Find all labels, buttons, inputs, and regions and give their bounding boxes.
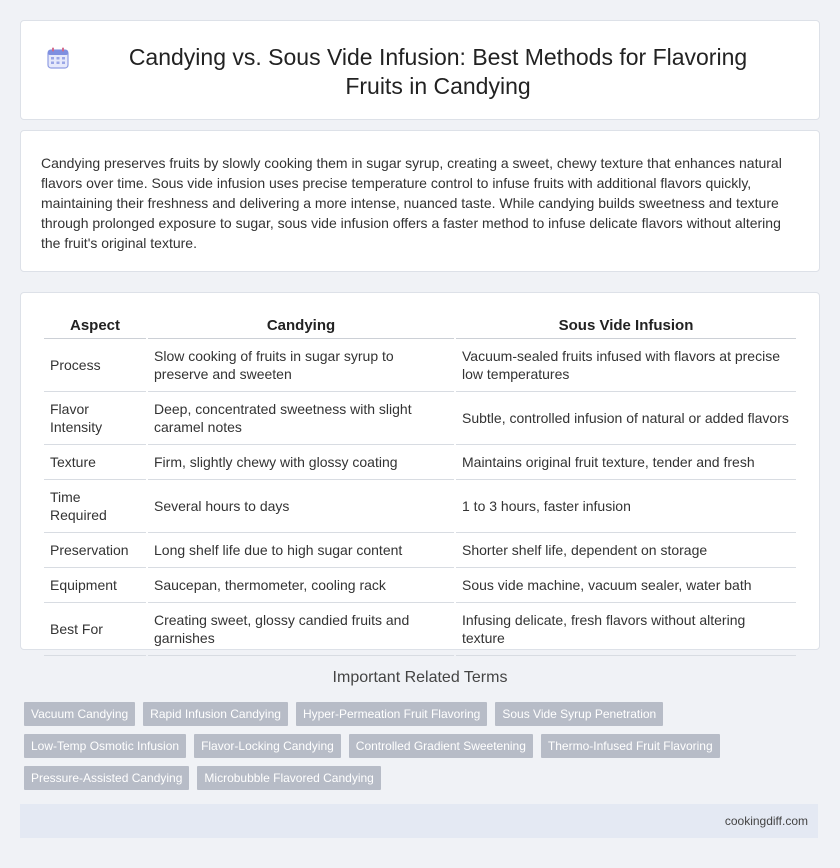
- header-sous-vide: Sous Vide Infusion: [456, 315, 796, 339]
- row-sous-vide: Maintains original fruit texture, tender and fresh: [456, 445, 796, 480]
- term-tag[interactable]: Low-Temp Osmotic Infusion: [24, 734, 186, 758]
- table-row: [44, 533, 796, 568]
- row-sous-vide: Infusing delicate, fresh flavors without altering texture: [456, 603, 796, 656]
- footer-site-link[interactable]: cookingdiff.com: [724, 814, 808, 828]
- table-row: [44, 568, 796, 603]
- title-card: [20, 20, 820, 120]
- row-candying: Firm, slightly chewy with glossy coating: [148, 445, 454, 480]
- row-sous-vide: Subtle, controlled infusion of natural or added flavors: [456, 392, 796, 445]
- row-aspect: Texture: [44, 445, 146, 480]
- row-sous-vide: Sous vide machine, vacuum sealer, water bath: [456, 568, 796, 603]
- comparison-card: [20, 292, 820, 650]
- row-aspect: Preservation: [44, 533, 146, 568]
- row-aspect: Equipment: [44, 568, 146, 603]
- row-candying: Saucepan, thermometer, cooling rack: [148, 568, 454, 603]
- row-candying: Slow cooking of fruits in sugar syrup to preserve and sweeten: [148, 339, 454, 392]
- header-candying: Candying: [148, 315, 454, 339]
- term-tag[interactable]: Thermo-Infused Fruit Flavoring: [541, 734, 720, 758]
- term-tag[interactable]: Microbubble Flavored Candying: [197, 766, 380, 790]
- table-row: [44, 480, 796, 533]
- row-aspect: Time Required: [44, 480, 146, 533]
- intro-card: [20, 130, 820, 272]
- table-row: [44, 392, 796, 445]
- term-tag[interactable]: Vacuum Candying: [24, 702, 135, 726]
- comparison-table: [42, 315, 798, 656]
- row-candying: Creating sweet, glossy candied fruits and garnishes: [148, 603, 454, 656]
- row-candying: Long shelf life due to high sugar content: [148, 533, 454, 568]
- page-title: Candying vs. Sous Vide Infusion: Best Methods for Flavoring Fruits in Candying: [128, 44, 748, 99]
- row-sous-vide: 1 to 3 hours, faster infusion: [456, 480, 796, 533]
- term-tag[interactable]: Flavor-Locking Candying: [194, 734, 341, 758]
- row-aspect: Process: [44, 339, 146, 392]
- intro-paragraph: Candying preserves fruits by slowly cooking them in sugar syrup, creating a sweet, chewy texture that enhances natural flavors over time. Sous vide infusion uses precise temperature control to infuse fruits with additional flavors quickly, maintaining their freshness and delivering a more intense, nuanced taste. While candying builds sweetness and texture through prolonged exposure to sugar, sous vide infusion offers a faster method to infuse delicate flavors without altering the fruit's original texture.: [41, 155, 782, 251]
- term-tag[interactable]: Controlled Gradient Sweetening: [349, 734, 533, 758]
- footer: [20, 804, 818, 838]
- table-row: [44, 603, 796, 656]
- row-sous-vide: Vacuum-sealed fruits infused with flavors at precise low temperatures: [456, 339, 796, 392]
- table-row: [44, 445, 796, 480]
- table-header-row: [44, 315, 796, 339]
- header-aspect: Aspect: [44, 315, 146, 339]
- row-candying: Several hours to days: [148, 480, 454, 533]
- row-sous-vide: Shorter shelf life, dependent on storage: [456, 533, 796, 568]
- term-tag[interactable]: Hyper-Permeation Fruit Flavoring: [296, 702, 487, 726]
- row-aspect: Flavor Intensity: [44, 392, 146, 445]
- row-candying: Deep, concentrated sweetness with slight caramel notes: [148, 392, 454, 445]
- row-aspect: Best For: [44, 603, 146, 656]
- related-terms-heading: Important Related Terms: [332, 669, 508, 686]
- table-row: [44, 339, 796, 392]
- term-tag[interactable]: Sous Vide Syrup Penetration: [495, 702, 663, 726]
- related-terms-list: [24, 702, 824, 790]
- term-tag[interactable]: Pressure-Assisted Candying: [24, 766, 189, 790]
- term-tag[interactable]: Rapid Infusion Candying: [143, 702, 288, 726]
